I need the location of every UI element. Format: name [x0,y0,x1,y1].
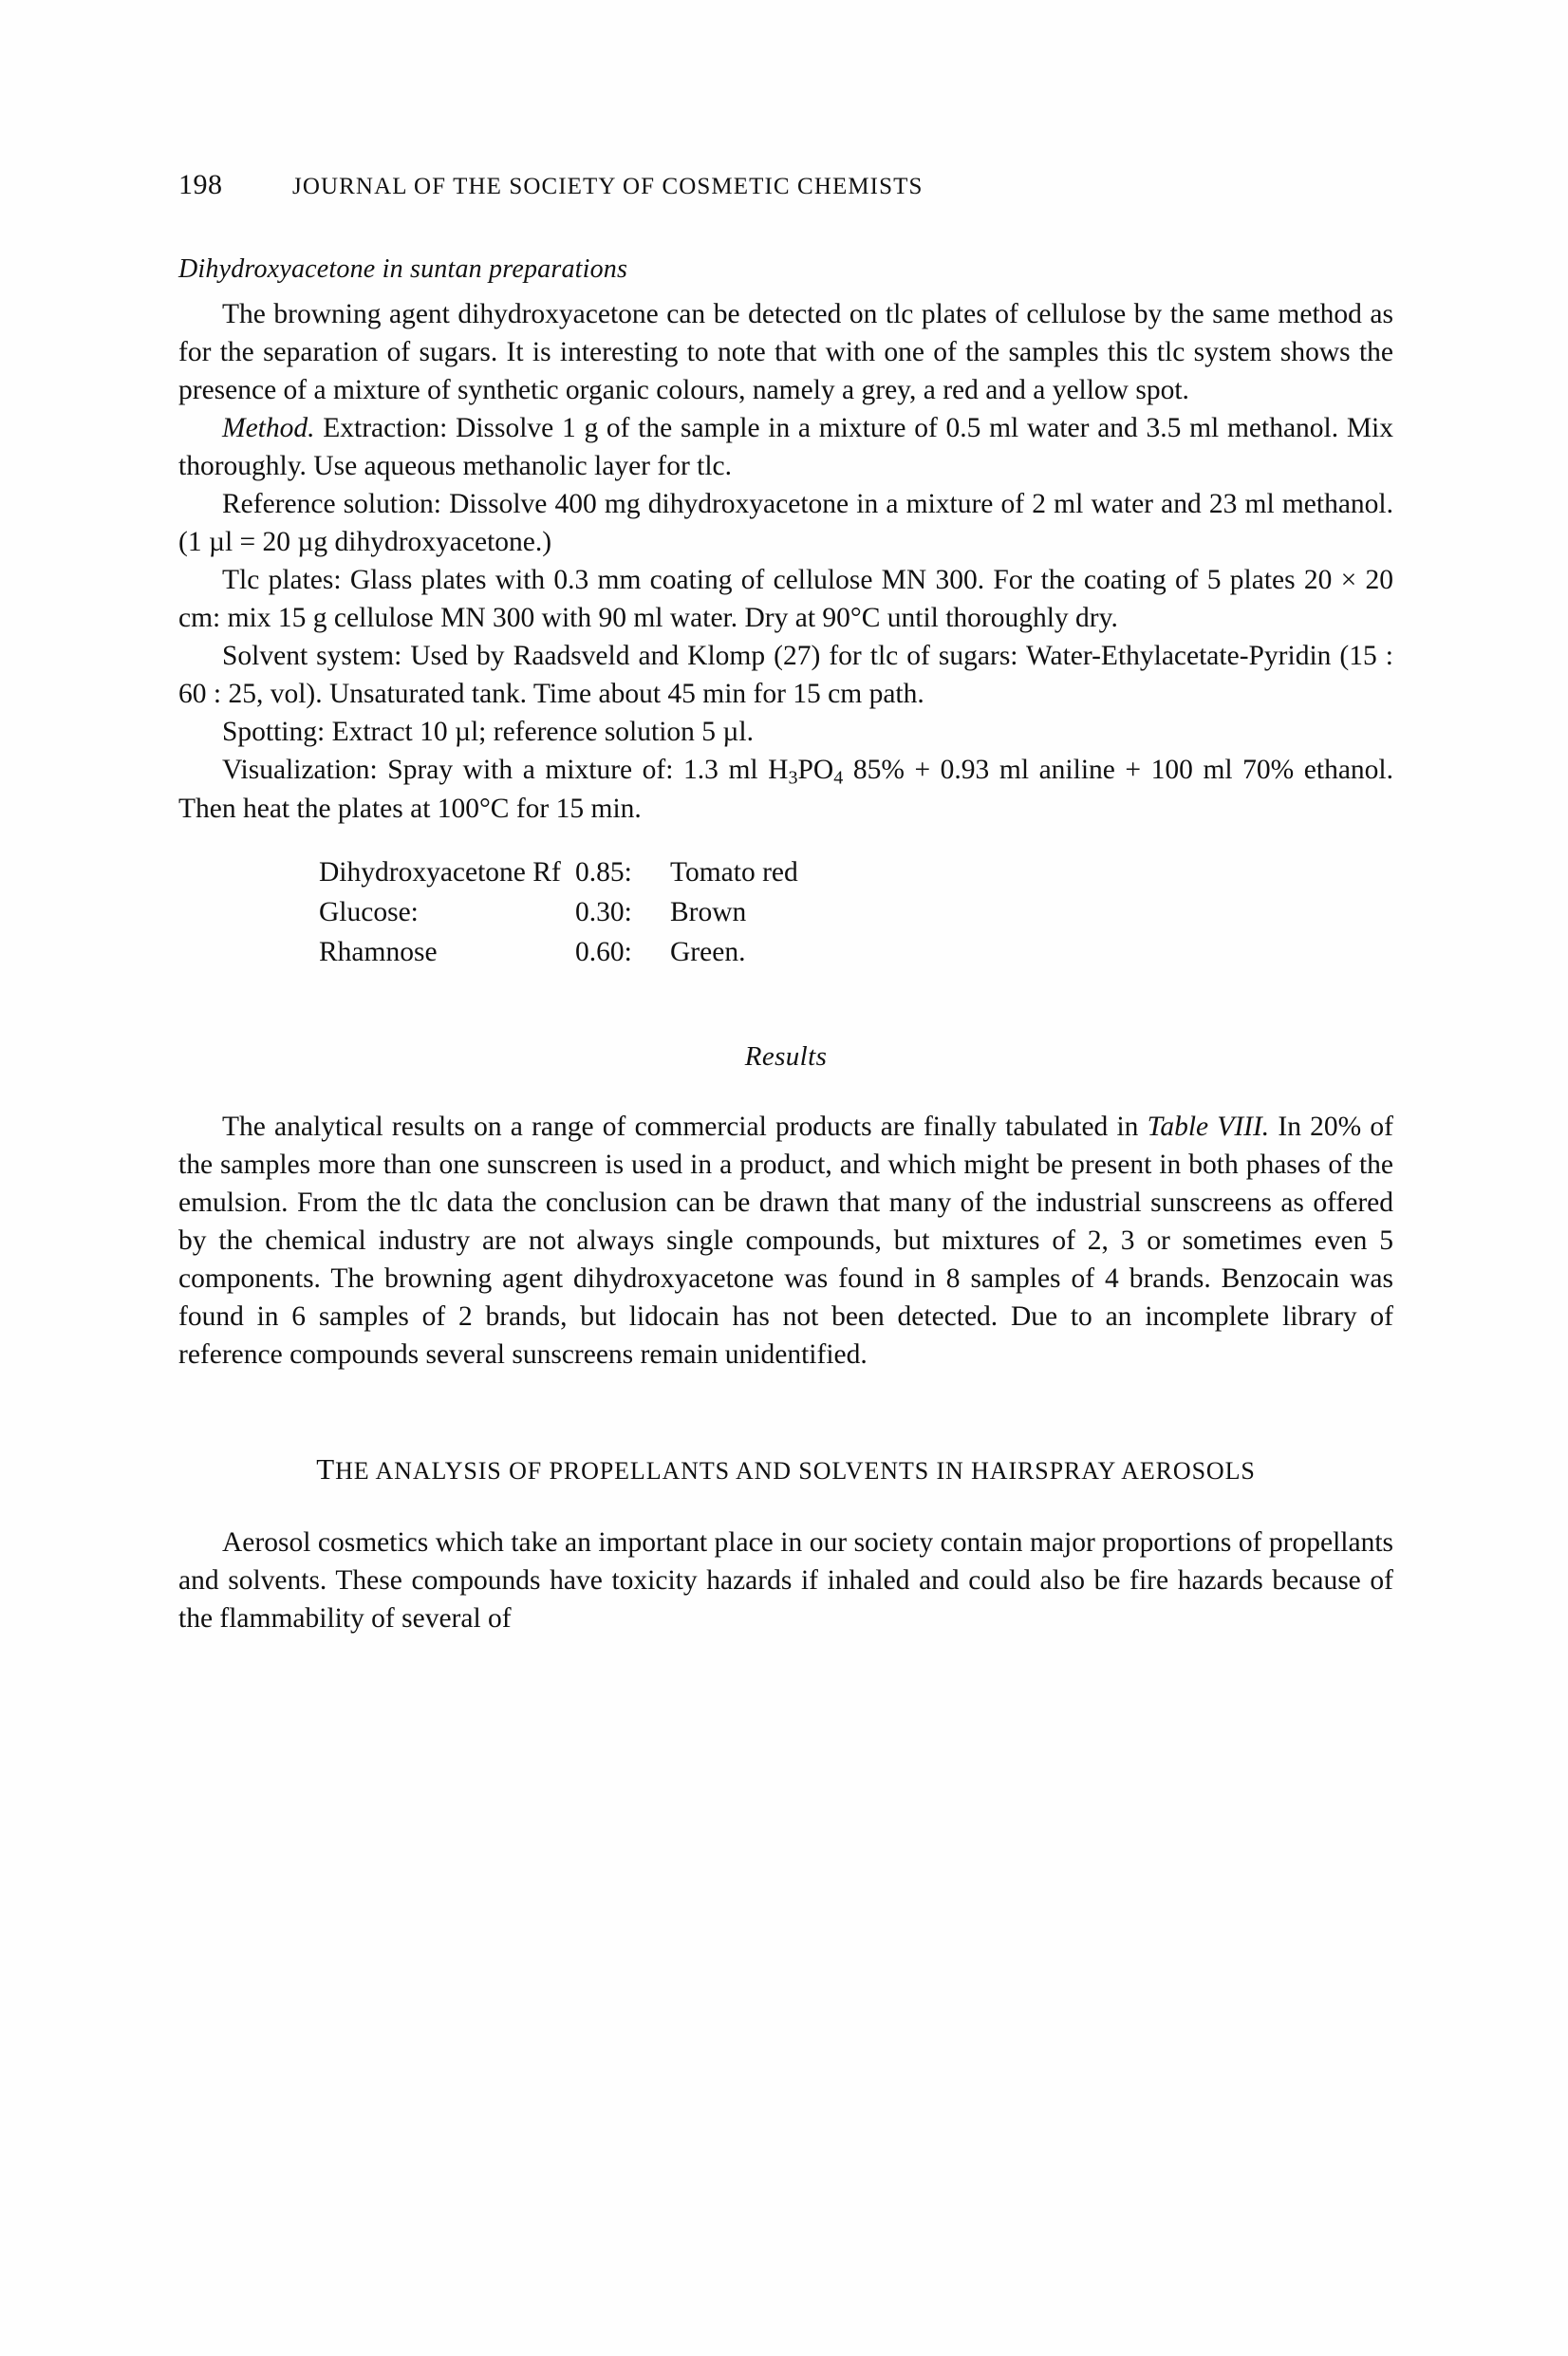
rf-label: Glucose: [319,897,419,928]
rf-label: Rhamnose [319,937,438,968]
formula-sub-3: 3 [788,767,798,789]
heading-rest: HE ANALYSIS OF PROPELLANTS AND SOLVENTS IN HAIRSPRAY AEROSOLS [335,1456,1256,1485]
paragraph-spotting: Spotting: Extract 10 µl; reference solution 5 µl. [222,716,754,747]
formula-sub-4: 4 [833,767,844,789]
paragraph-visualization [178,752,1393,830]
visualization-text-post: 85% + 0.93 ml aniline + 100 ml 70% ethanol. Then heat the plates at 100°C for 15 min. [178,754,1394,825]
rf-label: Dihydroxyacetone Rf [319,857,561,888]
method-label: Method. [222,412,315,443]
method-text: Extraction: Dissolve 1 g of the sample in a mixture of 0.5 ml water and 3.5 ml methanol. Mix thoroughly. Use aqueous methanolic layer for tlc. [178,412,1394,481]
paragraph-propellants: Aerosol cosmetics which take an important place in our society contain major proportions of propellants and solvents. These compounds have toxicity hazards if inhaled and could also be fire hazards because of the flammability of several of [178,1526,1393,1634]
rf-value-list [319,853,1393,973]
results-text-a: The analytical results on a range of commercial products are finally tabulated in [222,1112,1148,1142]
paragraph-results [178,1109,1393,1374]
page-number: 198 [178,169,223,200]
rf-row [319,853,1393,893]
results-text-b: In 20% of the samples more than one sunscreen is used in a product, and which might be present in both phases of the emulsion. From the tlc data the conclusion can be drawn that many of the industrial sunscreens as offered by the chemical industry are not always single compounds, but mixtures of 2, 3 or sometimes even 5 components. The browning agent dihydroxyacetone was found in 8 samples of 4 brands. Benzocain was found in 6 samples of 2 brands, but lidocain has not been detected. Due to an incomplete library of reference compounds several sunscreens remain unidentified. [178,1112,1393,1370]
rf-value: 0.30: [575,897,632,928]
paragraph-solvent-system: Solvent system: Used by Raadsveld and Klomp (27) for tlc of sugars: Water-Ethylacetate-Pyridin (15 : 60 : 25, vol). Unsaturated tank. Time about 45 min for 15 cm path. [178,640,1393,709]
rf-colour: Green. [670,937,746,968]
rf-colour: Brown [670,897,747,928]
visualization-text-pre: Visualization: Spray with a mixture of: 1.3 ml H [222,754,789,785]
table-reference: Table VIII. [1147,1112,1270,1142]
paragraph-method [178,410,1393,486]
rf-value: 0.60: [575,937,632,968]
paragraph-tlc-plates: Tlc plates: Glass plates with 0.3 mm coating of cellulose MN 300. For the coating of 5 plates 20 × 20 cm: mix 15 g cellulose MN 300 with 90 ml water. Dry at 90°C until thoroughly dry. [178,564,1393,633]
visualization-text-mid: PO [797,754,834,785]
paragraph-intro: The browning agent dihydroxyacetone can be detected on tlc plates of cellulose by the same method as for the separation of sugars. It is interesting to note that with one of the samples this tlc system shows the presence of a mixture of synthetic organic colours, namely a grey, a red and a yellow spot. [178,299,1393,405]
page-content [178,169,1393,1638]
rf-colour: Tomato red [670,857,798,888]
section-heading-propellants [178,1452,1393,1487]
rf-row [319,933,1393,973]
journal-title: JOURNAL OF THE SOCIETY OF COSMETIC CHEMISTS [292,174,924,199]
running-head [178,169,1393,201]
subsection-title: Dihydroxyacetone in suntan preparations [178,254,628,284]
heading-dropcap: T [316,1451,336,1486]
results-heading: Results [744,1041,828,1072]
rf-row [319,893,1393,933]
paragraph-reference-solution: Reference solution: Dissolve 400 mg dihydroxyacetone in a mixture of 2 ml water and 23 ml methanol. (1 µl = 20 µg dihydroxyacetone.) [178,488,1393,557]
rf-value: 0.85: [575,857,632,888]
